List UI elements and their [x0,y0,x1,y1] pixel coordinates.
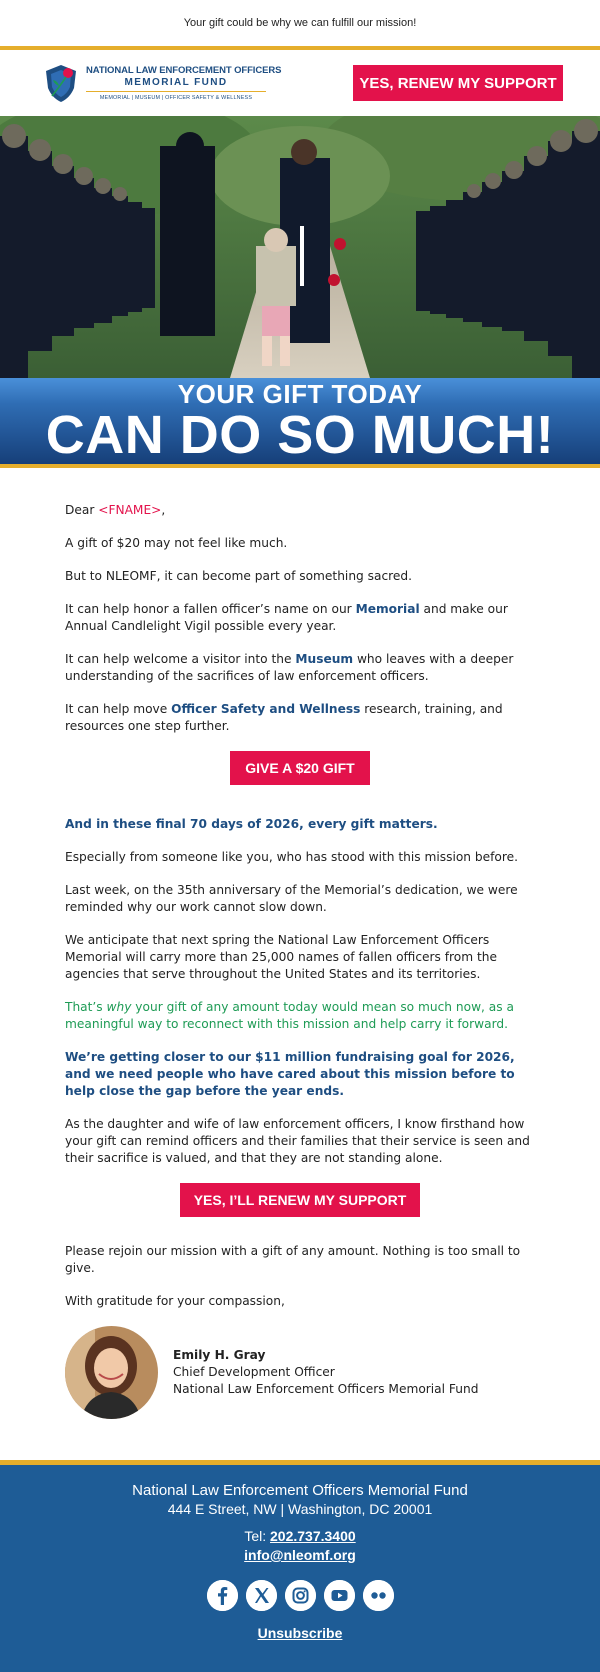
phone-link[interactable]: 202.737.3400 [270,1528,356,1544]
unsubscribe-link[interactable]: Unsubscribe [257,1625,343,1641]
renew-support-button-body[interactable]: YES, I’LL RENEW MY SUPPORT [180,1183,420,1217]
museum-link[interactable]: Museum [295,652,354,666]
hero-headline-main: CAN DO SO MUCH! [45,405,555,464]
x-icon[interactable] [246,1580,277,1611]
paragraph-12: As the daughter and wife of law enforcement officers, I know firsthand how your gift can remind officers and their families that their service is seen and their sacrifice is valued, and that they are not standing alone. [65,1117,530,1165]
logo-tagline: MEMORIAL | MUSEUM | OFFICER SAFETY & WELLNESS [99,95,253,101]
email-header [0,50,600,116]
youtube-icon[interactable] [324,1580,355,1611]
flickr-icon[interactable] [363,1580,394,1611]
paragraph-4: It can help welcome a visitor into the Museum who leaves with a deeper understanding of the sacrifices of law enforcement officers. [65,652,514,683]
paragraph-3: It can help honor a fallen officer’s name on our Memorial and make our Annual Candlelight Vigil possible every year. [65,602,508,633]
paragraph-7: Especially from someone like you, who has stood with this mission before. [65,850,519,864]
officer-safety-wellness-link[interactable]: Officer Safety and Wellness [171,702,361,716]
hero-photo-officers-walkway [0,116,600,378]
give-20-gift-button[interactable]: GIVE A $20 GIFT [230,751,370,785]
signature-block [65,1326,535,1419]
preheader-text: Your gift could be why we can fulfill our mission! [183,17,417,29]
social-icons [0,1580,600,1611]
letter-body [0,468,600,1419]
preheader [0,0,600,46]
memorial-link[interactable]: Memorial [355,602,420,616]
logo-subtitle: MEMORIAL FUND [124,77,228,88]
hero-headline-top: YOUR GIFT TODAY [177,379,423,409]
email-footer [0,1460,600,1672]
instagram-icon[interactable] [285,1580,316,1611]
paragraph-13: Please rejoin our mission with a gift of any amount. Nothing is too small to give. [65,1244,521,1275]
footer-org-name: National Law Enforcement Officers Memorial Fund [132,1482,468,1499]
signer-title: Chief Development Officer [173,1365,335,1379]
logo-title: NATIONAL LAW ENFORCEMENT OFFICERS [86,65,282,76]
closing-line: With gratitude for your compassion, [65,1294,285,1308]
logo-divider [86,91,266,92]
final-days-heading: And in these final 70 days of 2026, every gift matters. [65,817,438,831]
signer-name: Emily H. Gray [173,1348,266,1362]
greeting: Dear <FNAME>, [65,503,166,517]
nleomf-logo[interactable] [40,62,282,104]
paragraph-5: It can help move Officer Safety and Wellness research, training, and resources one step further. [65,702,503,733]
facebook-icon[interactable] [207,1580,238,1611]
paragraph-10: That’s why your gift of any amount today would mean so much now, as a meaningful way to reconnect with this mission and help carry it forward. [65,1000,514,1031]
paragraph-1: A gift of $20 may not feel like much. [65,536,288,550]
footer-phone: Tel: 202.737.3400 [244,1528,356,1544]
fundraising-goal-callout: We’re getting closer to our $11 million fundraising goal for 2026, and we need people who have cared about this mission before to help close the gap before the year ends. [65,1050,515,1098]
paragraph-8: Last week, on the 35th anniversary of the Memorial’s dedication, we were reminded why our work cannot slow down. [65,883,518,914]
renew-support-button-header[interactable]: YES, RENEW MY SUPPORT [353,65,563,101]
hero-banner[interactable] [0,116,600,464]
signer-organization: National Law Enforcement Officers Memorial Fund [173,1382,479,1396]
badge-rose-icon [40,62,82,104]
email-link[interactable]: info@nleomf.org [244,1547,356,1563]
signer-avatar [65,1326,158,1419]
footer-address: 444 E Street, NW | Washington, DC 20001 [167,1501,433,1517]
fname-merge-tag: <FNAME> [98,503,162,517]
paragraph-9: We anticipate that next spring the National Law Enforcement Officers Memorial will carry more than 25,000 names of fallen officers from the agencies that serve throughout the United States and its territories. [65,933,498,981]
paragraph-2: But to NLEOMF, it can become part of something sacred. [65,569,413,583]
